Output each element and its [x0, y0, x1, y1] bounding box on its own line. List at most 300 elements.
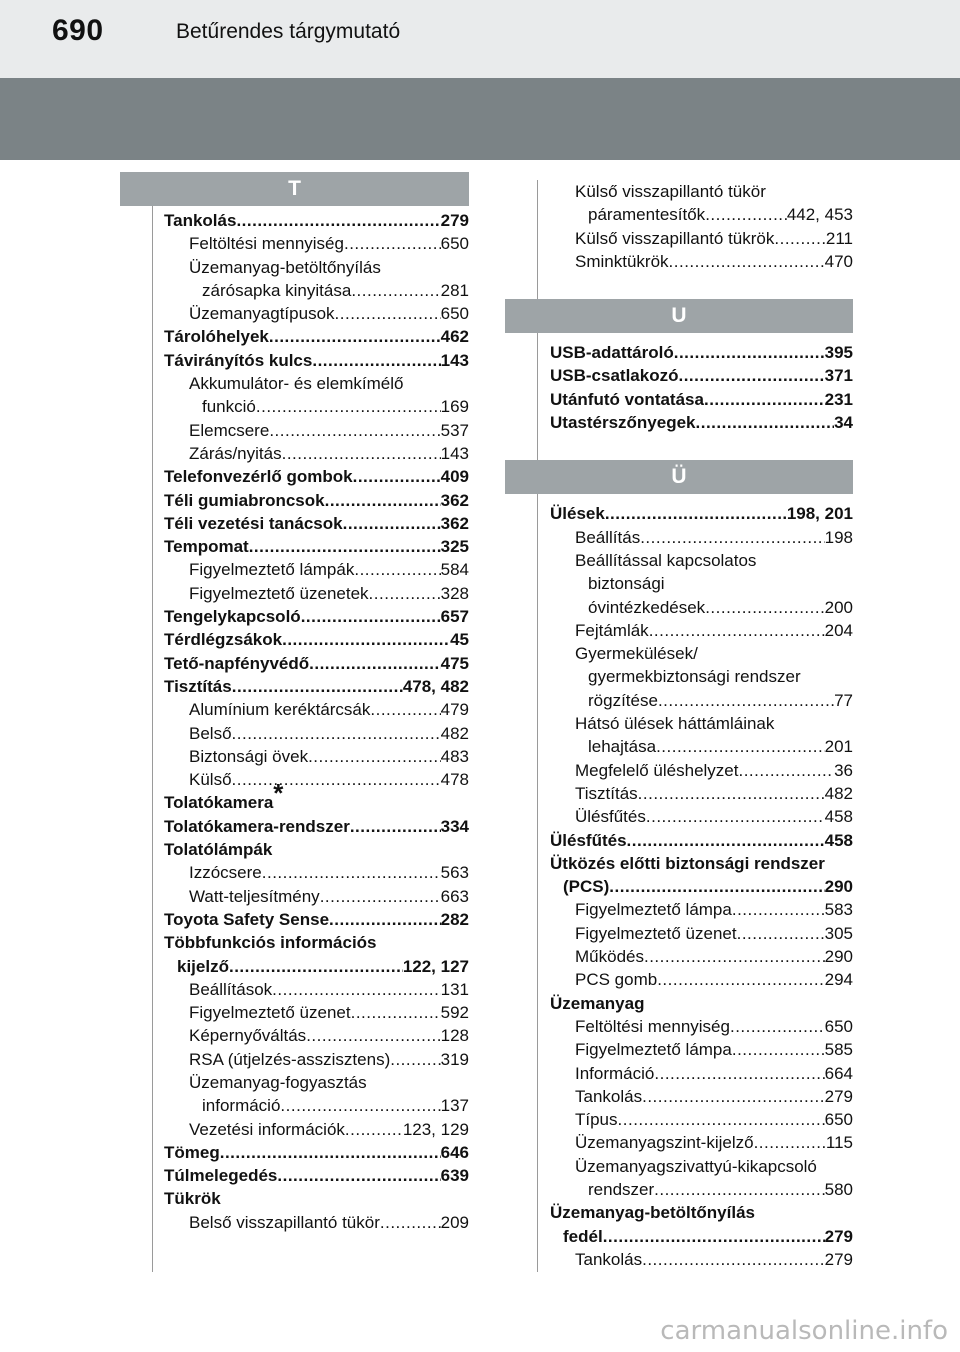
index-entry — [164, 1118, 469, 1141]
index-entry — [164, 628, 469, 651]
dot-leader — [232, 768, 441, 791]
index-entry — [550, 712, 853, 735]
entry-term: Tengelykapcsoló — [164, 607, 301, 627]
dot-leader — [390, 1048, 440, 1071]
entry-page-ref[interactable]: 592 — [440, 1003, 469, 1023]
dot-leader — [370, 698, 440, 721]
dot-leader — [301, 605, 441, 628]
entry-term: Akkumulátor- és elemkímélő — [189, 374, 404, 394]
dot-leader — [674, 341, 825, 364]
entry-term: Üzemanyag-betöltőnyílás — [550, 1203, 755, 1223]
index-entry — [550, 1225, 853, 1248]
entry-page-ref[interactable]: 362 — [440, 490, 469, 510]
dot-leader — [353, 465, 441, 488]
index-entry — [164, 978, 469, 1001]
dot-leader — [754, 1131, 826, 1154]
index-entry — [164, 1024, 469, 1047]
index-entry — [550, 922, 853, 945]
entry-term: Tempomat — [164, 537, 249, 557]
index-entry — [164, 675, 469, 698]
dot-leader — [646, 805, 825, 828]
index-entry — [550, 1155, 853, 1178]
index-entry — [164, 931, 469, 954]
dot-leader — [308, 745, 441, 768]
index-entry — [550, 1085, 853, 1108]
entry-term: Sminktükrök — [575, 251, 669, 271]
dot-leader — [272, 978, 440, 1001]
dot-leader — [640, 526, 824, 549]
section-header-u: U — [505, 299, 853, 333]
entry-term: lehajtása — [588, 737, 657, 757]
entry-term: Gyermekülések/ — [575, 644, 698, 664]
entry-page-ref[interactable]: 143 — [440, 350, 469, 370]
index-entry — [164, 908, 469, 931]
entry-page-ref[interactable]: 371 — [824, 366, 853, 386]
entry-term: Feltöltési mennyiség — [575, 1016, 730, 1036]
entry-term: Figyelmeztető lámpák — [189, 560, 355, 580]
entry-term: USB-csatlakozó — [550, 366, 679, 386]
index-entry — [164, 558, 469, 581]
dot-leader — [232, 675, 403, 698]
entry-page-ref[interactable]: 650 — [824, 1110, 853, 1130]
index-entry — [550, 665, 853, 688]
entry-page-ref[interactable]: 211 — [825, 228, 853, 248]
entry-term: Tankolás — [164, 211, 237, 230]
entry-term: (PCS) — [563, 877, 610, 897]
dot-leader — [344, 232, 441, 255]
entry-term: Megfelelő üléshelyzet — [575, 760, 739, 780]
index-entry — [164, 395, 469, 418]
entry-term: Téli vezetési tanácsok — [164, 513, 343, 533]
index-entry — [164, 325, 469, 348]
dot-leader — [642, 1085, 825, 1108]
entry-page-ref[interactable]: 478 — [440, 770, 469, 790]
entry-page-ref[interactable]: 585 — [824, 1040, 853, 1060]
entry-term: Távirányítós kulcs — [164, 350, 313, 370]
index-entry — [550, 619, 853, 642]
entry-term: Utastérszőnyegek — [550, 413, 696, 433]
entry-page-ref[interactable]: 334 — [440, 816, 469, 836]
index-entry — [164, 1164, 469, 1187]
entry-term: rendszer — [588, 1179, 655, 1199]
entry-page-ref[interactable]: 663 — [440, 886, 469, 906]
dot-leader — [638, 782, 825, 805]
entry-term: Üzemanyagtípusok — [189, 304, 335, 324]
entry-term: kijelző — [177, 956, 229, 976]
entry-term: Fejtámlák — [575, 620, 649, 640]
entry-term: Üzemanyag-fogyasztás — [189, 1072, 367, 1092]
dot-leader — [282, 442, 441, 465]
dot-leader — [335, 302, 441, 325]
entry-page-ref[interactable]: 209 — [440, 1212, 469, 1232]
entry-term: RSA (útjelzés-asszisztens) — [189, 1049, 391, 1069]
entry-term: Utánfutó vontatása — [550, 389, 704, 409]
entry-page-ref[interactable]: 198 — [824, 527, 853, 547]
index-entry — [164, 955, 469, 978]
index-entry — [164, 1141, 469, 1164]
dot-leader — [609, 875, 824, 898]
entry-page-ref[interactable]: 395 — [824, 343, 853, 363]
entry-term: Figyelmeztető lámpa — [575, 900, 732, 920]
index-entry — [164, 232, 469, 255]
index-entry — [164, 209, 469, 232]
entry-page-ref[interactable]: 462 — [440, 327, 469, 347]
dot-leader — [705, 596, 824, 619]
dot-leader — [642, 1248, 825, 1271]
entry-page-ref[interactable]: 279 — [824, 1086, 853, 1106]
entry-term: Tankolás — [575, 1086, 643, 1106]
dot-leader — [627, 829, 825, 852]
entry-page-ref[interactable]: 362 — [440, 513, 469, 533]
index-entry — [550, 1108, 853, 1131]
entry-term: Beállítás — [575, 527, 641, 547]
index-entry — [550, 1131, 853, 1154]
entry-page-ref[interactable]: 537 — [440, 420, 469, 440]
entry-term: Biztonsági övek — [189, 746, 309, 766]
entry-page-ref[interactable]: 442, 453 — [786, 205, 853, 225]
index-entry — [550, 1248, 853, 1271]
index-entry — [164, 698, 469, 721]
index-entry — [550, 1178, 853, 1201]
index-entry — [164, 1048, 469, 1071]
entry-page-ref[interactable]: 325 — [440, 537, 469, 557]
entry-term: Üzemanyagszint-kijelző — [575, 1133, 754, 1153]
entry-page-ref[interactable]: 475 — [440, 653, 469, 673]
dot-leader — [649, 619, 825, 642]
entry-page-ref[interactable]: 482 — [440, 723, 469, 743]
entry-term: Tankolás — [575, 1249, 643, 1269]
index-entry — [550, 596, 853, 619]
dot-leader — [737, 922, 825, 945]
entry-term: Beállítással kapcsolatos — [575, 550, 757, 570]
index-entry — [550, 1015, 853, 1038]
index-entry — [550, 898, 853, 921]
entry-page-ref[interactable]: 279 — [440, 211, 469, 230]
section-header-t: T — [120, 172, 469, 206]
entry-page-ref[interactable]: 482 — [824, 783, 853, 803]
entry-page-ref[interactable]: 231 — [824, 389, 853, 409]
index-entry — [164, 605, 469, 628]
entry-term: Zárás/nyitás — [189, 443, 282, 463]
index-entry — [550, 549, 853, 572]
entry-page-ref[interactable]: 34 — [834, 413, 853, 433]
entry-term: Vezetési információk — [189, 1119, 345, 1139]
entry-term: Watt-teljesítmény — [189, 886, 320, 906]
entry-page-ref[interactable]: 281 — [440, 280, 469, 300]
entry-page-ref[interactable]: 470 — [824, 251, 853, 271]
dot-leader — [732, 1038, 825, 1061]
index-entry — [550, 1201, 853, 1224]
dot-leader — [350, 815, 441, 838]
entry-term: Ülésfűtés — [575, 807, 646, 827]
entry-page-ref[interactable]: 478, 482 — [402, 676, 469, 696]
entry-page-ref[interactable]: 657 — [440, 607, 469, 627]
entry-term: páramentesítők — [588, 205, 706, 225]
entry-term: Üzemanyag — [550, 993, 645, 1013]
header-band — [0, 0, 960, 78]
dot-leader — [236, 209, 440, 232]
entry-term: funkció — [202, 397, 256, 417]
entry-term: Többfunkciós információs — [164, 933, 377, 953]
entry-term: Típus — [575, 1110, 618, 1130]
dot-leader — [320, 885, 441, 908]
entry-page-ref[interactable]: 290 — [824, 877, 853, 897]
entry-page-ref[interactable]: 584 — [440, 560, 469, 580]
index-entry — [550, 411, 853, 434]
entry-term: Figyelmeztető lámpa — [575, 1040, 732, 1060]
index-entry — [550, 502, 853, 525]
index-entry — [550, 782, 853, 805]
entry-term: Elemcsere — [189, 420, 270, 440]
index-entry — [164, 1001, 469, 1024]
entry-term: Alumínium keréktárcsák — [189, 700, 371, 720]
entry-term: Külső — [189, 770, 232, 790]
index-entry — [164, 1211, 469, 1234]
index-entry — [550, 572, 853, 595]
section-header-ue: Ü — [505, 460, 853, 494]
entry-page-ref[interactable]: 580 — [824, 1179, 853, 1199]
entry-page-ref[interactable]: 204 — [824, 620, 853, 640]
page-title: Betűrendes tárgymutató — [176, 20, 401, 43]
dot-leader — [306, 1024, 440, 1047]
index-entry — [164, 652, 469, 675]
index-entry — [164, 768, 469, 791]
index-entry — [164, 815, 469, 838]
entry-term: gyermekbiztonsági rendszer — [588, 667, 801, 687]
entry-term: Telefonvezérlő gombok — [164, 467, 353, 487]
index-entry — [550, 388, 853, 411]
dot-leader — [705, 203, 787, 226]
dot-leader — [277, 1164, 440, 1187]
dot-leader — [678, 364, 824, 387]
entry-page-ref[interactable]: 115 — [825, 1133, 853, 1153]
entry-page-ref[interactable]: 122, 127 — [402, 956, 469, 976]
entry-page-ref[interactable]: 458 — [824, 807, 853, 827]
dot-leader — [329, 908, 441, 931]
entry-page-ref[interactable]: 458 — [824, 830, 853, 850]
dot-leader — [618, 1108, 825, 1131]
entry-page-ref[interactable]: 279 — [824, 1249, 853, 1269]
entry-page-ref[interactable]: 583 — [824, 900, 853, 920]
entry-page-ref[interactable]: 282 — [440, 909, 469, 929]
index-entry — [550, 250, 853, 273]
dot-leader — [605, 502, 787, 525]
entry-page-ref[interactable]: 650 — [440, 234, 469, 254]
dot-leader — [269, 419, 440, 442]
left-column-rule — [152, 180, 153, 1272]
dot-leader — [325, 489, 441, 512]
index-entry — [550, 945, 853, 968]
entry-page-ref[interactable]: 169 — [440, 397, 469, 417]
dot-leader — [282, 628, 450, 651]
entry-page-ref[interactable]: 305 — [824, 923, 853, 943]
index-entry — [550, 805, 853, 828]
index-column-left — [164, 209, 469, 1234]
entry-term: zárósapka kinyitása — [202, 280, 352, 300]
right-column-rule — [537, 180, 538, 1272]
index-entry — [550, 180, 853, 203]
entry-term: Tető-napfényvédő — [164, 653, 310, 673]
entry-term: PCS gomb — [575, 970, 658, 990]
entry-term: Ülések — [550, 504, 605, 524]
entry-page-ref[interactable]: 319 — [440, 1049, 469, 1069]
index-entry — [550, 829, 853, 852]
entry-term: Izzócsere — [189, 863, 262, 883]
dot-leader — [312, 349, 440, 372]
entry-page-ref[interactable]: 279 — [824, 1226, 853, 1246]
dot-leader — [354, 558, 440, 581]
dot-leader — [696, 411, 835, 434]
index-entry — [550, 852, 853, 875]
index-entry — [164, 582, 469, 605]
entry-term: Téli gumiabroncsok — [164, 490, 325, 510]
dot-leader — [644, 945, 825, 968]
entry-term: Túlmelegedés — [164, 1166, 278, 1186]
index-column-right — [550, 180, 853, 1271]
header-banner — [0, 78, 960, 160]
entry-page-ref[interactable]: 409 — [440, 467, 469, 487]
index-entry — [164, 885, 469, 908]
entry-term: biztonsági — [588, 574, 665, 594]
entry-term: Működés — [575, 947, 644, 967]
entry-page-ref[interactable]: 123, 129 — [402, 1119, 469, 1139]
dot-leader — [669, 250, 825, 273]
entry-page-ref[interactable]: 650 — [440, 304, 469, 324]
index-entry — [550, 1062, 853, 1085]
dot-leader — [738, 759, 834, 782]
entry-term: Hátsó ülések háttámláinak — [575, 714, 775, 734]
entry-term: Ütközés előtti biztonsági rendszer — [550, 853, 825, 873]
entry-term: Információ — [575, 1063, 655, 1083]
dot-leader — [343, 512, 441, 535]
entry-page-ref[interactable]: 45 — [450, 630, 469, 650]
entry-page-ref[interactable]: 639 — [440, 1166, 469, 1186]
dot-leader — [369, 582, 441, 605]
entry-page-ref[interactable]: 483 — [440, 746, 469, 766]
dot-leader — [654, 1178, 824, 1201]
entry-page-ref[interactable]: 328 — [440, 583, 469, 603]
entry-term: Üzemanyag-betöltőnyílás — [189, 257, 381, 277]
dot-leader — [280, 1094, 440, 1117]
entry-term: Belső — [189, 723, 232, 743]
index-entry — [550, 227, 853, 250]
entry-page-ref[interactable]: 646 — [440, 1142, 469, 1162]
dot-leader — [229, 955, 403, 978]
dot-leader — [704, 388, 825, 411]
entry-term: USB-adattároló — [550, 343, 674, 363]
dot-leader — [730, 1015, 825, 1038]
entry-term: Tolatókamera-rendszer — [164, 816, 350, 836]
entry-term: Tisztítás — [164, 676, 232, 696]
index-entry — [550, 1038, 853, 1061]
dot-leader — [351, 1001, 441, 1024]
dot-leader — [658, 689, 834, 712]
entry-page-ref[interactable]: 200 — [824, 597, 853, 617]
index-entry — [164, 442, 469, 465]
entry-term: Tisztítás — [575, 783, 638, 803]
entry-term: Feltöltési mennyiség — [189, 234, 344, 254]
index-entry — [164, 1094, 469, 1117]
index-entry — [164, 465, 469, 488]
index-entry — [164, 745, 469, 768]
dot-leader — [345, 1118, 403, 1141]
dot-leader — [732, 898, 825, 921]
dot-leader — [309, 652, 440, 675]
index-entry — [164, 535, 469, 558]
index-entry — [164, 838, 469, 861]
entry-term: óvintézkedések — [588, 597, 706, 617]
index-entry — [164, 1187, 469, 1210]
entry-page-ref[interactable]: 294 — [824, 970, 853, 990]
footnote-marker: * — [273, 778, 284, 809]
index-entry — [550, 526, 853, 549]
entry-term: Tömeg — [164, 1142, 220, 1162]
entry-term: Tárolóhelyek — [164, 327, 269, 347]
index-entry — [164, 512, 469, 535]
entry-page-ref[interactable]: 36 — [834, 760, 853, 780]
dot-leader — [380, 1211, 441, 1234]
entry-page-ref[interactable]: 137 — [440, 1096, 469, 1116]
entry-page-ref[interactable]: 131 — [440, 979, 469, 999]
index-entry — [164, 302, 469, 325]
entry-term: Tolatókamera — [164, 793, 274, 813]
index-entry — [164, 372, 469, 395]
entry-term: információ — [202, 1096, 281, 1116]
entry-term: Üzemanyagszivattyú-kikapcsoló — [575, 1156, 817, 1176]
entry-term: Figyelmeztető üzenet — [189, 1003, 351, 1023]
entry-page-ref[interactable]: 128 — [440, 1026, 469, 1046]
index-entry — [550, 875, 853, 898]
entry-term: Tolatólámpák — [164, 840, 273, 860]
dot-leader — [220, 1141, 441, 1164]
dot-leader — [351, 279, 440, 302]
index-entry — [164, 349, 469, 372]
entry-page-ref[interactable]: 77 — [834, 690, 853, 710]
entry-page-ref[interactable]: 479 — [440, 700, 469, 720]
index-entry — [550, 642, 853, 665]
index-entry — [164, 489, 469, 512]
index-entry — [164, 419, 469, 442]
entry-term: fedél — [563, 1226, 603, 1246]
entry-term: Figyelmeztető üzenet — [575, 923, 737, 943]
index-entry — [550, 735, 853, 758]
index-entry — [164, 722, 469, 745]
index-entry — [164, 1071, 469, 1094]
entry-term: rögzítése — [588, 690, 658, 710]
entry-page-ref[interactable]: 563 — [440, 863, 469, 883]
dot-leader — [657, 968, 824, 991]
entry-page-ref[interactable]: 143 — [440, 443, 469, 463]
entry-page-ref[interactable]: 198, 201 — [786, 504, 853, 524]
dot-leader — [603, 1225, 825, 1248]
dot-leader — [232, 722, 441, 745]
index-entry — [550, 759, 853, 782]
entry-term: Tükrök — [164, 1189, 221, 1209]
entry-page-ref[interactable]: 290 — [824, 947, 853, 967]
dot-leader — [656, 735, 825, 758]
dot-leader — [774, 227, 826, 250]
index-entry — [550, 364, 853, 387]
index-entry — [164, 861, 469, 884]
entry-term: Képernyőváltás — [189, 1026, 307, 1046]
index-entry — [550, 968, 853, 991]
index-entry — [164, 279, 469, 302]
entry-page-ref[interactable]: 650 — [824, 1016, 853, 1036]
entry-term: Beállítások — [189, 979, 273, 999]
entry-page-ref[interactable]: 664 — [824, 1063, 853, 1083]
entry-page-ref[interactable]: 201 — [824, 737, 853, 757]
page-number: 690 — [52, 14, 104, 47]
